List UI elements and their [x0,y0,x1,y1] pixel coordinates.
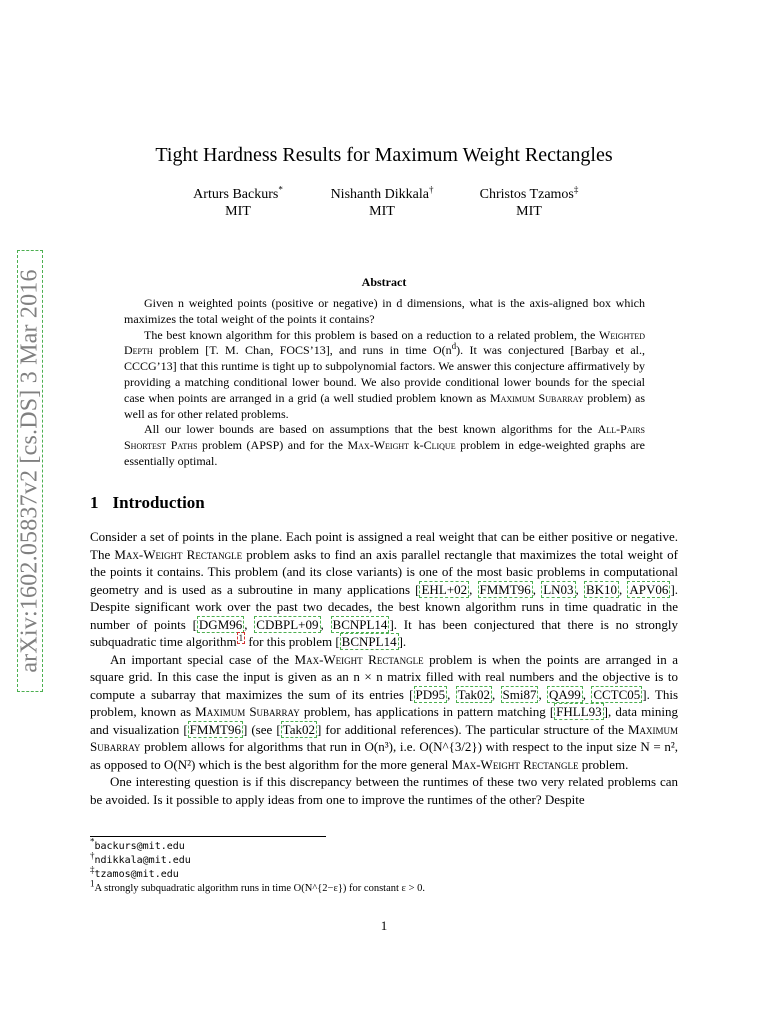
body-text: ] for additional references). The particular structure of the [316,721,628,737]
body-text: ]. [398,634,407,649]
footnote-mark: ‡ [90,864,95,875]
citation-link[interactable]: PD95 [415,686,446,702]
citation-link[interactable]: LN03 [543,581,574,597]
citation-link[interactable]: FMMT96 [479,581,531,597]
body-text: problem allows for algorithms that run in O(n³), i.e. O(N^{3/2}) with respect to the input size N = n², as opposed to O(N²) which is the best algorithm for the more general [90,739,678,772]
problem-name: Max-Weight Rectangle [294,651,424,667]
body-text: ], data mining and visualization [ [90,704,678,737]
abstract-problem-name: All-Pairs Shortest Paths [124,422,645,453]
page-number: 1 [380,918,388,933]
body-text: , [532,581,542,597]
abstract-text: problem (APSP) and for the [197,438,348,453]
body-text: problem. [578,756,629,772]
body-text: ]. Despite significant work over the past two decades, the best known algorithm runs in time quadratic in the number of points [ [90,581,679,632]
author-block [0,186,768,226]
author-2-mark: † [428,184,434,195]
body-text: , [575,581,584,597]
abstract-body [124,296,645,470]
section-number: 1 [90,493,99,512]
body-text: ] (see [ [242,721,281,737]
body-text: , [447,686,456,702]
abstract-paragraph-2 [124,328,645,423]
citation-link[interactable]: BK10 [585,581,618,597]
abstract-exponent: d [451,341,457,352]
body-text: , [582,686,592,702]
citation-link[interactable]: CCTC05 [593,686,641,702]
abstract-problem-name: Max-Weight [347,438,410,453]
arxiv-stamp-text: arXiv:1602.05837v2 [cs.DS] 3 Mar 2016 [16,269,43,673]
citation-link[interactable]: FHLL93 [556,704,602,719]
citation-link[interactable]: FMMT96 [189,721,241,737]
abstract-text: All our lower bounds are based on assumptions that the best known algorithms for the [144,422,598,437]
footnote-link[interactable]: 1 [238,632,244,643]
body-text: ]. It has been conjectured that there is no strongly subquadratic time algorithm [90,616,679,649]
section-heading [90,493,205,513]
author-1-name: Arturs Backurs [193,187,279,202]
arxiv-stamp[interactable] [17,250,43,692]
abstract-heading: Abstract [361,275,407,289]
abstract-text: ). It was conjectured [Barbay et al., CCCG’13] that this runtime is tight up to subpolynomial factors. We answer this conjecture affirmatively by providing a matching conditional lower bound. We also provide conditional lower bounds for the special case when points are arranged in a grid (a well studied problem known as [124,343,645,405]
author-3-mark: ‡ [573,184,579,195]
author-2 [331,186,434,220]
problem-name: Max-Weight Rectangle [114,546,243,562]
footnote-mark: 1 [90,878,95,889]
footnote-mark: * [90,836,95,847]
author-3-affiliation: MIT [516,204,542,219]
author-1-affiliation: MIT [225,204,251,219]
body-text: , [619,581,628,597]
problem-name: Maximum Subarray [195,704,300,719]
citation-link[interactable]: Tak02 [282,721,315,737]
abstract-paragraph-1: Given n weighted points (positive or negative) in d dimensions, what is the axis-aligned box which maximizes the total weight of the points it contains? [124,296,645,326]
problem-name: Max-Weight Rectangle [451,756,579,772]
body-text: , [538,686,547,702]
body-text: , [244,616,255,632]
body-text: ]. This problem, known as [90,686,679,719]
paper-title: Tight Hardness Results for Maximum Weight Rectangles [155,144,613,166]
abstract-text: problem [T. M. Chan, FOCS’13], and runs in time O(n [152,343,452,358]
footnote-divider [90,836,326,837]
body-text: , [491,686,501,702]
abstract-text: k- [409,438,424,453]
author-3 [480,186,579,220]
footnote-3 [90,864,680,882]
citation-link[interactable]: Tak02 [457,686,490,702]
intro-paragraph-3: One interesting question is if this discrepancy between the runtimes of these two very related problems can be avoided. Is it possible to apply ideas from one to improve the runtimes of the other? Despite [90,774,678,807]
citation-link[interactable]: EHL+02 [421,581,468,597]
abstract-text: problem) as well as for other related problems. [124,390,646,421]
abstract-problem-name: Maximum Subarray [489,390,584,405]
citation-link[interactable]: DGM96 [198,616,243,632]
footnotes [90,836,680,896]
abstract-text: problem in edge-weighted graphs are essentially optimal. [124,438,645,468]
footnote-email[interactable]: ndikkala@mit.edu [94,855,191,866]
citation-link[interactable]: QA99 [549,686,581,702]
abstract-text: The best known algorithm for this problem is based on a reduction to a related problem, the [144,327,600,342]
abstract-paragraph-3 [124,422,645,469]
body-text: for this problem [ [245,634,340,649]
footnote-mark: † [90,850,95,861]
body-text: problem is when the points are arranged in a square grid. In this case the input is given as an n × n matrix filled with real numbers and the objective is to compute a subarray that maximizes the sum of its entries [ [90,651,678,702]
body-text: problem asks to find an axis parallel rectangle that maximizes the total weight of the points it contains. This problem (and its close variants) is one of the most basic problems in computational geometry and is used as a subroutine in many applications [ [90,546,679,597]
intro-paragraph-1 [90,528,678,651]
citation-link[interactable]: CDBPL+09 [256,616,319,632]
author-2-name: Nishanth Dikkala [330,187,429,202]
citation-link[interactable]: Smi87 [502,686,537,702]
author-2-affiliation: MIT [369,204,395,219]
author-3-name: Christos Tzamos [479,187,574,202]
citation-link[interactable]: BCNPL14 [341,634,397,649]
footnote-email[interactable]: tzamos@mit.edu [94,869,179,880]
abstract-problem-name: Clique [423,438,456,453]
body-text: Consider a set of points in the plane. Each point is assigned a real weight that can be either positive or negative. The [90,529,678,562]
intro-paragraph-2 [90,651,678,774]
body-text: An important special case of the [110,651,295,667]
citation-link[interactable]: BCNPL14 [332,616,388,632]
footnote-2 [90,850,680,868]
section-title: Introduction [112,493,205,512]
problem-name: Maximum Subarray [90,721,679,754]
author-1 [193,186,283,220]
abstract-problem-name: Weighted Depth [124,327,645,358]
body-text: , [320,616,331,632]
introduction-body [90,528,678,808]
footnote-text: A strongly subquadratic algorithm runs in time O(N^{2−ε}) for constant ε > 0. [94,883,425,894]
footnote-1 [90,836,680,854]
author-1-mark: * [278,184,283,195]
body-text: problem, has applications in pattern matching [ [299,704,555,719]
citation-link[interactable]: APV06 [629,581,669,597]
footnote-4 [90,878,680,896]
body-text: , [469,581,478,597]
footnote-email[interactable]: backurs@mit.edu [94,841,185,852]
